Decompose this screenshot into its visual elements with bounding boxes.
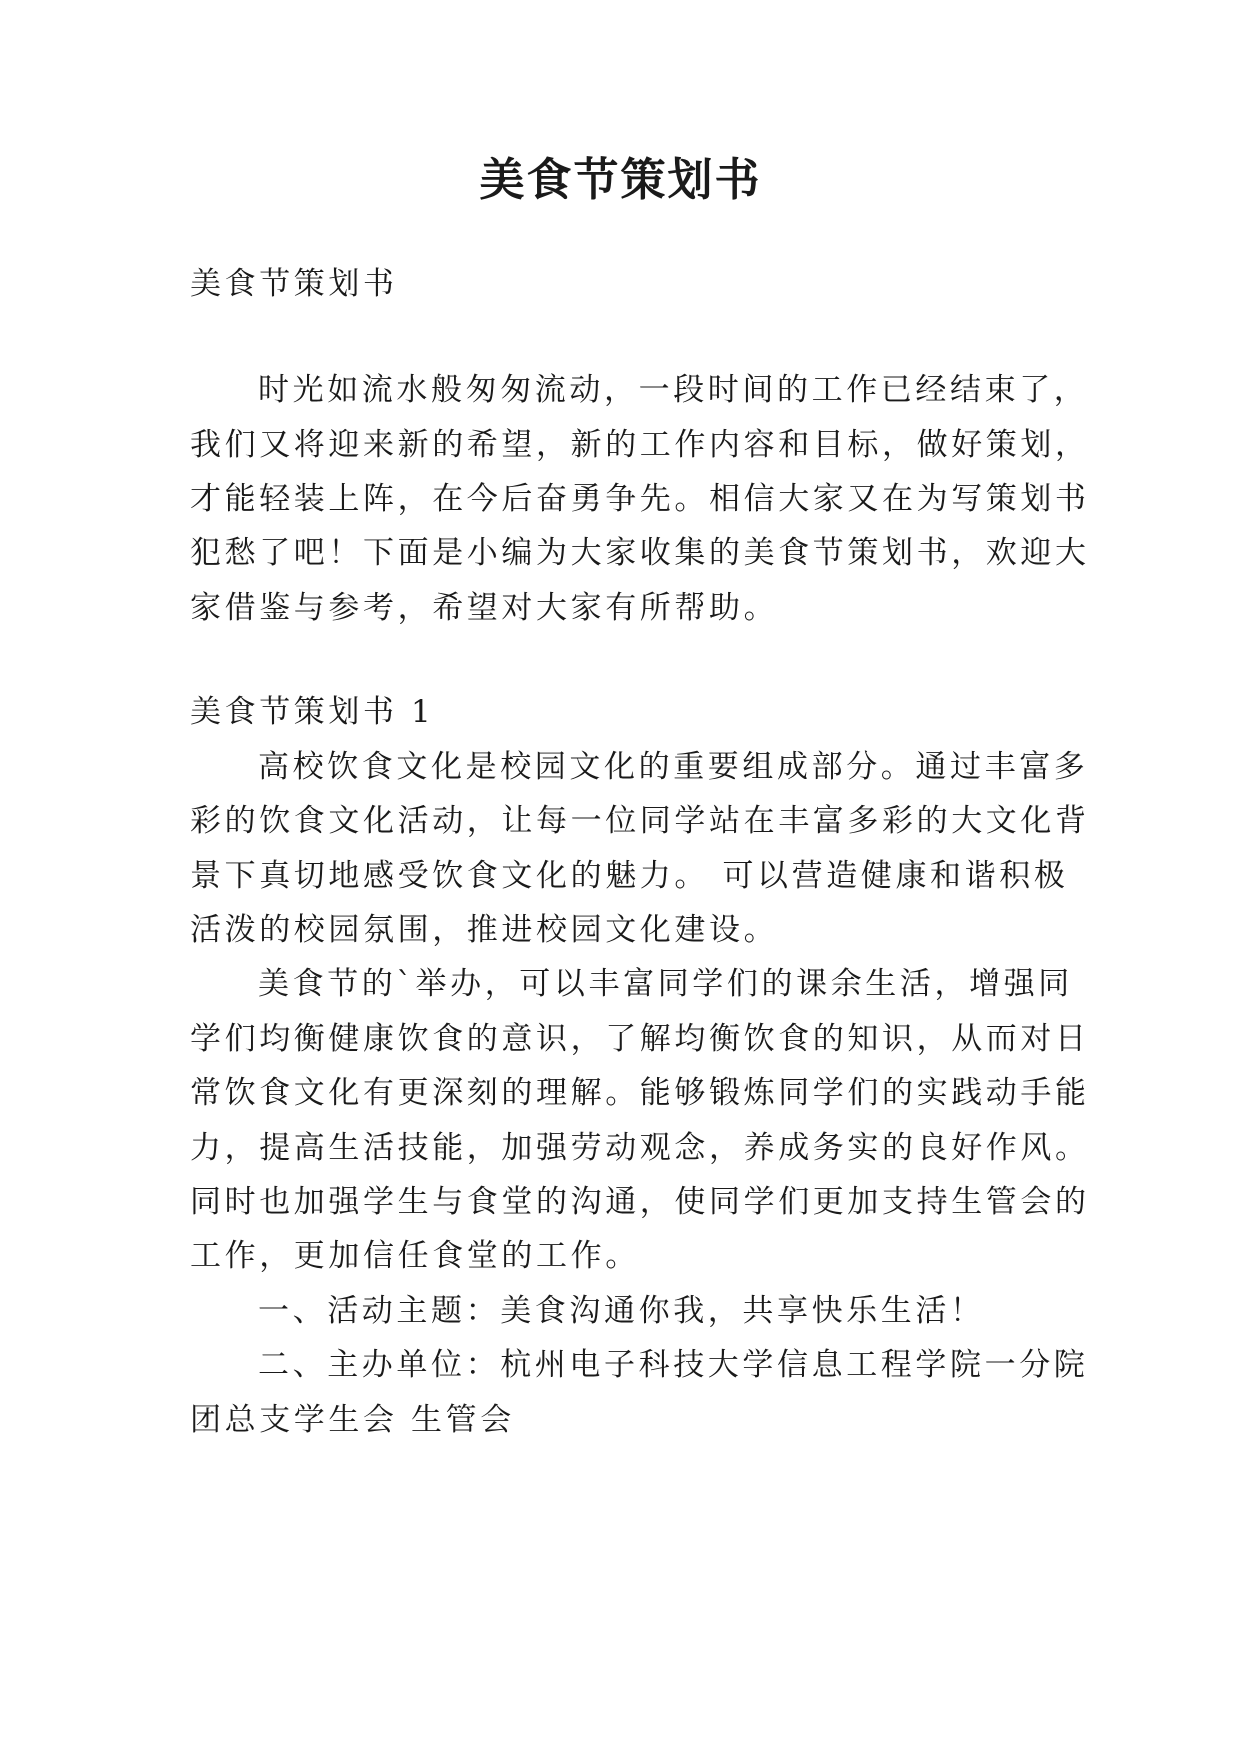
organizer-line: 团总支学生会 生管会 (190, 1402, 515, 1438)
intro-line: 才能轻装上阵，在今后奋勇争先。相信大家又在为写策划书 (190, 481, 1090, 517)
paragraph-line: 美食节的`举办，可以丰富同学们的课余生活，增强同 (258, 966, 1073, 1002)
paragraph-line: 力，提高生活技能，加强劳动观念，养成务实的良好作风。 (190, 1130, 1090, 1166)
paragraph-line: 活泼的校园氛围，推进校园文化建设。 (190, 912, 779, 948)
paragraph-line: 高校饮食文化是校园文化的重要组成部分。通过丰富多 (258, 749, 1089, 785)
document-subtitle: 美食节策划书 (190, 266, 398, 302)
paragraph-line: 景下真切地感受饮食文化的魅力。 可以营造健康和谐积极 (190, 858, 1069, 894)
intro-line: 时光如流水般匆匆流动，一段时间的工作已经结束了， (258, 372, 1089, 408)
document-title: 美食节策划书 (479, 153, 762, 206)
organizer-line: 二、主办单位：杭州电子科技大学信息工程学院一分院 (258, 1347, 1089, 1383)
activity-theme: 一、活动主题：美食沟通你我，共享快乐生活！ (258, 1293, 985, 1329)
paragraph-line: 学们均衡健康饮食的意识，了解均衡饮食的知识，从而对日 (190, 1021, 1090, 1057)
section-heading: 美食节策划书 1 (190, 694, 435, 730)
intro-line: 我们又将迎来新的希望，新的工作内容和目标，做好策划， (190, 427, 1090, 463)
paragraph-line: 彩的饮食文化活动，让每一位同学站在丰富多彩的大文化背 (190, 803, 1090, 839)
intro-line: 家借鉴与参考，希望对大家有所帮助。 (190, 590, 779, 626)
paragraph-line: 同时也加强学生与食堂的沟通，使同学们更加支持生管会的 (190, 1184, 1090, 1220)
paragraph-line: 工作，更加信任食堂的工作。 (190, 1238, 640, 1274)
paragraph-line: 常饮食文化有更深刻的理解。能够锻炼同学们的实践动手能 (190, 1075, 1090, 1111)
intro-line: 犯愁了吧！下面是小编为大家收集的美食节策划书，欢迎大 (190, 535, 1090, 571)
